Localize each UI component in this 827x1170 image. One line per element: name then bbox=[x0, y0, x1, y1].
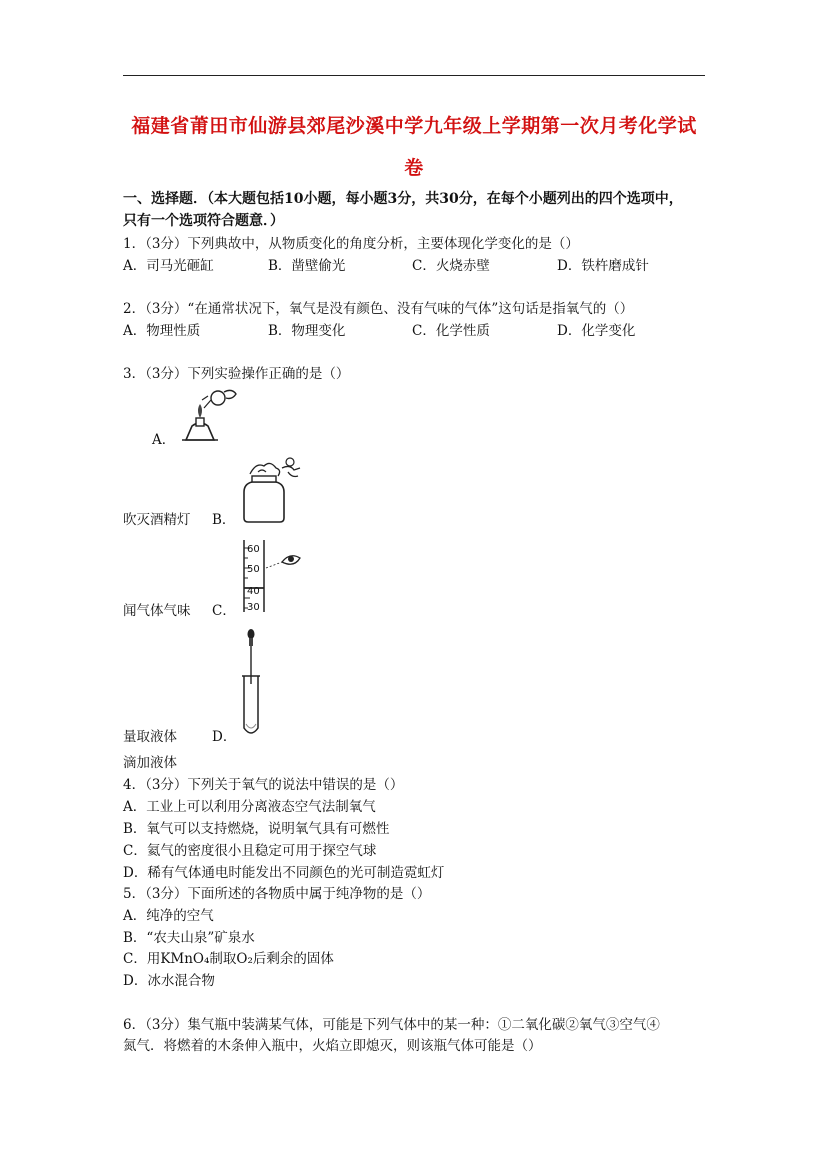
question-5-option-c: C．用KMnO₄制取O₂后剩余的固体 bbox=[123, 951, 334, 967]
question-5-option-b: B．“农夫山泉”矿泉水 bbox=[123, 930, 255, 946]
question-4-option-a: A．工业上可以利用分离液态空气法制氧气 bbox=[123, 799, 376, 815]
question-1-option-d: D．铁杵磨成针 bbox=[557, 258, 649, 274]
question-5-option-d: D．冰水混合物 bbox=[123, 973, 215, 989]
section-heading-continued: 只有一个选项符合题意．） bbox=[123, 213, 284, 229]
question-1-option-a: A．司马光砸缸 bbox=[123, 258, 214, 274]
question-4-option-d: D．稀有气体通电时能发出不同颜色的光可制造霓虹灯 bbox=[123, 865, 445, 881]
question-2-option-c: C．化学性质 bbox=[412, 323, 490, 339]
tick-label-40: 40 bbox=[247, 586, 260, 597]
question-3-caption-d: 滴加液体 bbox=[123, 755, 177, 771]
alcohol-lamp-figure bbox=[178, 386, 240, 444]
question-1-stem: 1．（3分）下列典故中，从物质变化的角度分析，主要体现化学变化的是（） bbox=[123, 236, 579, 252]
question-3-caption-a: 吹灭酒精灯 bbox=[123, 512, 191, 528]
dropper-test-tube-figure bbox=[240, 628, 266, 740]
question-6-stem: 6．（3分）集气瓶中装满某气体，可能是下列气体中的某一种：①二氧化碳②氧气③空气④ bbox=[123, 1017, 660, 1033]
question-2-option-d: D．化学变化 bbox=[557, 323, 636, 339]
question-3-option-d: D． bbox=[212, 729, 237, 745]
question-2-option-b: B．物理变化 bbox=[268, 323, 346, 339]
question-4-option-b: B．氧气可以支持燃烧，说明氧气具有可燃性 bbox=[123, 821, 390, 837]
header-rule bbox=[123, 75, 705, 76]
question-4-option-c: C．氦气的密度很小且稳定可用于探空气球 bbox=[123, 843, 377, 859]
measuring-cylinder-figure bbox=[236, 538, 306, 614]
question-3-stem: 3．（3分）下列实验操作正确的是（） bbox=[123, 366, 350, 382]
question-1-option-c: C．火烧赤壁 bbox=[412, 258, 490, 274]
question-2-stem: 2．（3分）“在通常状况下，氧气是没有颜色、没有气味的气体”这句话是指氧气的（） bbox=[123, 301, 634, 317]
tick-label-60: 60 bbox=[247, 544, 260, 555]
question-2-option-a: A．物理性质 bbox=[123, 323, 201, 339]
question-4-stem: 4．（3分）下列关于氧气的说法中错误的是（） bbox=[123, 777, 404, 793]
question-3-caption-b: 闻气体气味 bbox=[123, 603, 191, 619]
section-heading: 一、选择题．（本大题包括10小题，每小题3分，共30分，在每个小题列出的四个选项中， bbox=[123, 191, 683, 207]
question-5-stem: 5．（3分）下面所述的各物质中属于纯净物的是（） bbox=[123, 886, 431, 902]
question-3-caption-c: 量取液体 bbox=[123, 729, 177, 745]
question-5-option-a: A．纯净的空气 bbox=[123, 908, 214, 924]
document-title: 福建省莆田市仙游县郊尾沙溪中学九年级上学期第一次月考化学试 bbox=[131, 115, 697, 137]
question-6-stem-continued: 氮气．将燃着的木条伸入瓶中，火焰立即熄灭，则该瓶气体可能是（） bbox=[123, 1038, 542, 1054]
tick-label-50: 50 bbox=[247, 564, 260, 575]
gas-bottle-figure bbox=[238, 456, 304, 524]
question-1-option-b: B．凿壁偷光 bbox=[268, 258, 346, 274]
question-3-option-c: C． bbox=[212, 603, 236, 619]
question-3-option-a: A． bbox=[152, 432, 176, 448]
document-title-continued: 卷 bbox=[404, 157, 424, 179]
question-3-option-b: B． bbox=[212, 512, 236, 528]
tick-label-30: 30 bbox=[247, 602, 260, 613]
